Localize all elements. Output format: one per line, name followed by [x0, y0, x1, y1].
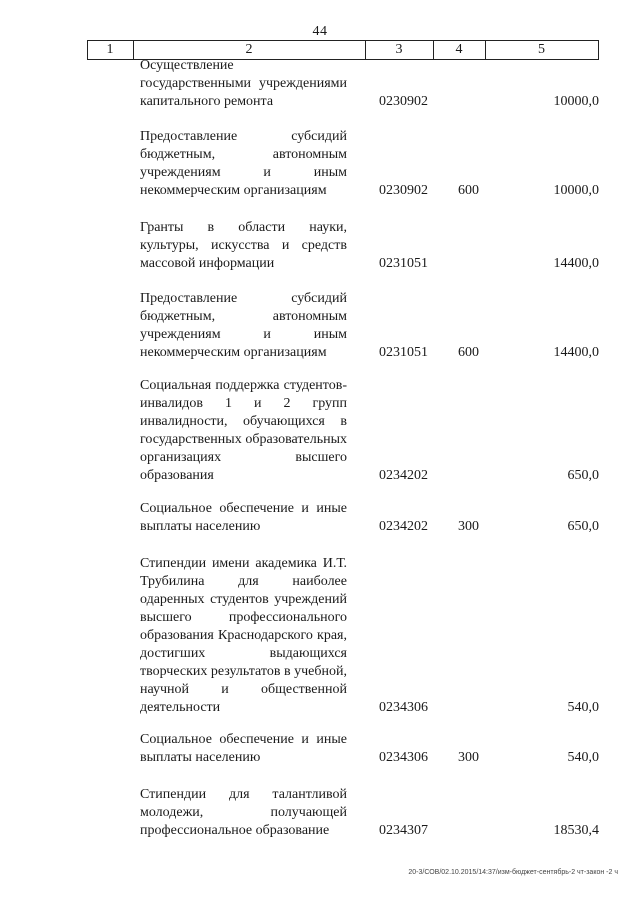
- footer-file-info: 20-3/СОВ/02.10.2015/14:37/изм-бюджет-сентябрь-2 чт-закон -2 ч: [408, 869, 618, 876]
- table-row: [0, 731, 640, 767]
- row-name: Стипендии для талантливой молодежи, получающей профессиональное образование: [140, 787, 347, 838]
- row-name: Осуществление государственными учреждениями капитального ремонта: [140, 58, 347, 109]
- header-col-5: 5: [538, 42, 545, 57]
- table-row: [0, 786, 640, 840]
- row-amount: 650,0: [567, 468, 599, 483]
- row-name: Социальное обеспечение и иные выплаты населению: [140, 732, 347, 765]
- row-amount: 14400,0: [553, 345, 599, 360]
- row-code: 0234306: [379, 700, 428, 715]
- row-amount: 10000,0: [553, 94, 599, 109]
- header-col-3: 3: [395, 42, 403, 57]
- row-name: Предоставление субсидий бюджетным, автономным учреждениям и иным некоммерческим организациям: [140, 291, 347, 360]
- table-row: [0, 555, 640, 717]
- table-row: [0, 222, 640, 273]
- table-row: [0, 500, 640, 536]
- row-amount: 14400,0: [553, 256, 599, 271]
- row-code: 0234202: [379, 519, 428, 534]
- row-amount: 10000,0: [553, 183, 599, 198]
- header-col-1: 1: [106, 42, 114, 57]
- row-code: 0234306: [379, 750, 428, 765]
- row-name: Гранты в области науки, культуры, искусства и средств массовой информации: [140, 220, 347, 271]
- row-amount: 650,0: [567, 519, 599, 534]
- row-code: 0231051: [379, 345, 428, 360]
- header-col-4: 4: [455, 42, 463, 57]
- row-code: 0234307: [379, 823, 428, 838]
- row-code: 0230902: [379, 183, 428, 198]
- table-row: [0, 129, 640, 200]
- row-code: 0234202: [379, 468, 428, 483]
- row-vr: 600: [458, 345, 479, 360]
- header-divider: [598, 41, 599, 59]
- row-name: Стипендии имени академика И.Т. Трубилина для наиболее одаренных студентов учреждений высшего профессионального образования Краснодарского края, достигших выдающихся творческих результатов в учебной, научной и общественной деятельности: [140, 556, 347, 715]
- row-amount: 540,0: [567, 700, 599, 715]
- row-amount: 540,0: [567, 750, 599, 765]
- table-row: [0, 58, 640, 111]
- row-vr: 300: [458, 750, 479, 765]
- row-name: Социальная поддержка студентов-инвалидов 1 и 2 групп инвалидности, обучающихся в государственных образовательных организациях высшего образования: [140, 378, 347, 483]
- row-vr: 300: [458, 519, 479, 534]
- row-vr: 600: [458, 183, 479, 198]
- row-amount: 18530,4: [553, 823, 599, 838]
- row-name: Предоставление субсидий бюджетным, автономным учреждениям и иным некоммерческим организациям: [140, 129, 347, 198]
- page-number: 44: [312, 24, 328, 39]
- row-code: 0231051: [379, 256, 428, 271]
- header-col-2: 2: [245, 42, 253, 57]
- row-code: 0230902: [379, 94, 428, 109]
- row-name: Социальное обеспечение и иные выплаты населению: [140, 501, 347, 534]
- table-row: [0, 290, 640, 362]
- table-row: [0, 377, 640, 485]
